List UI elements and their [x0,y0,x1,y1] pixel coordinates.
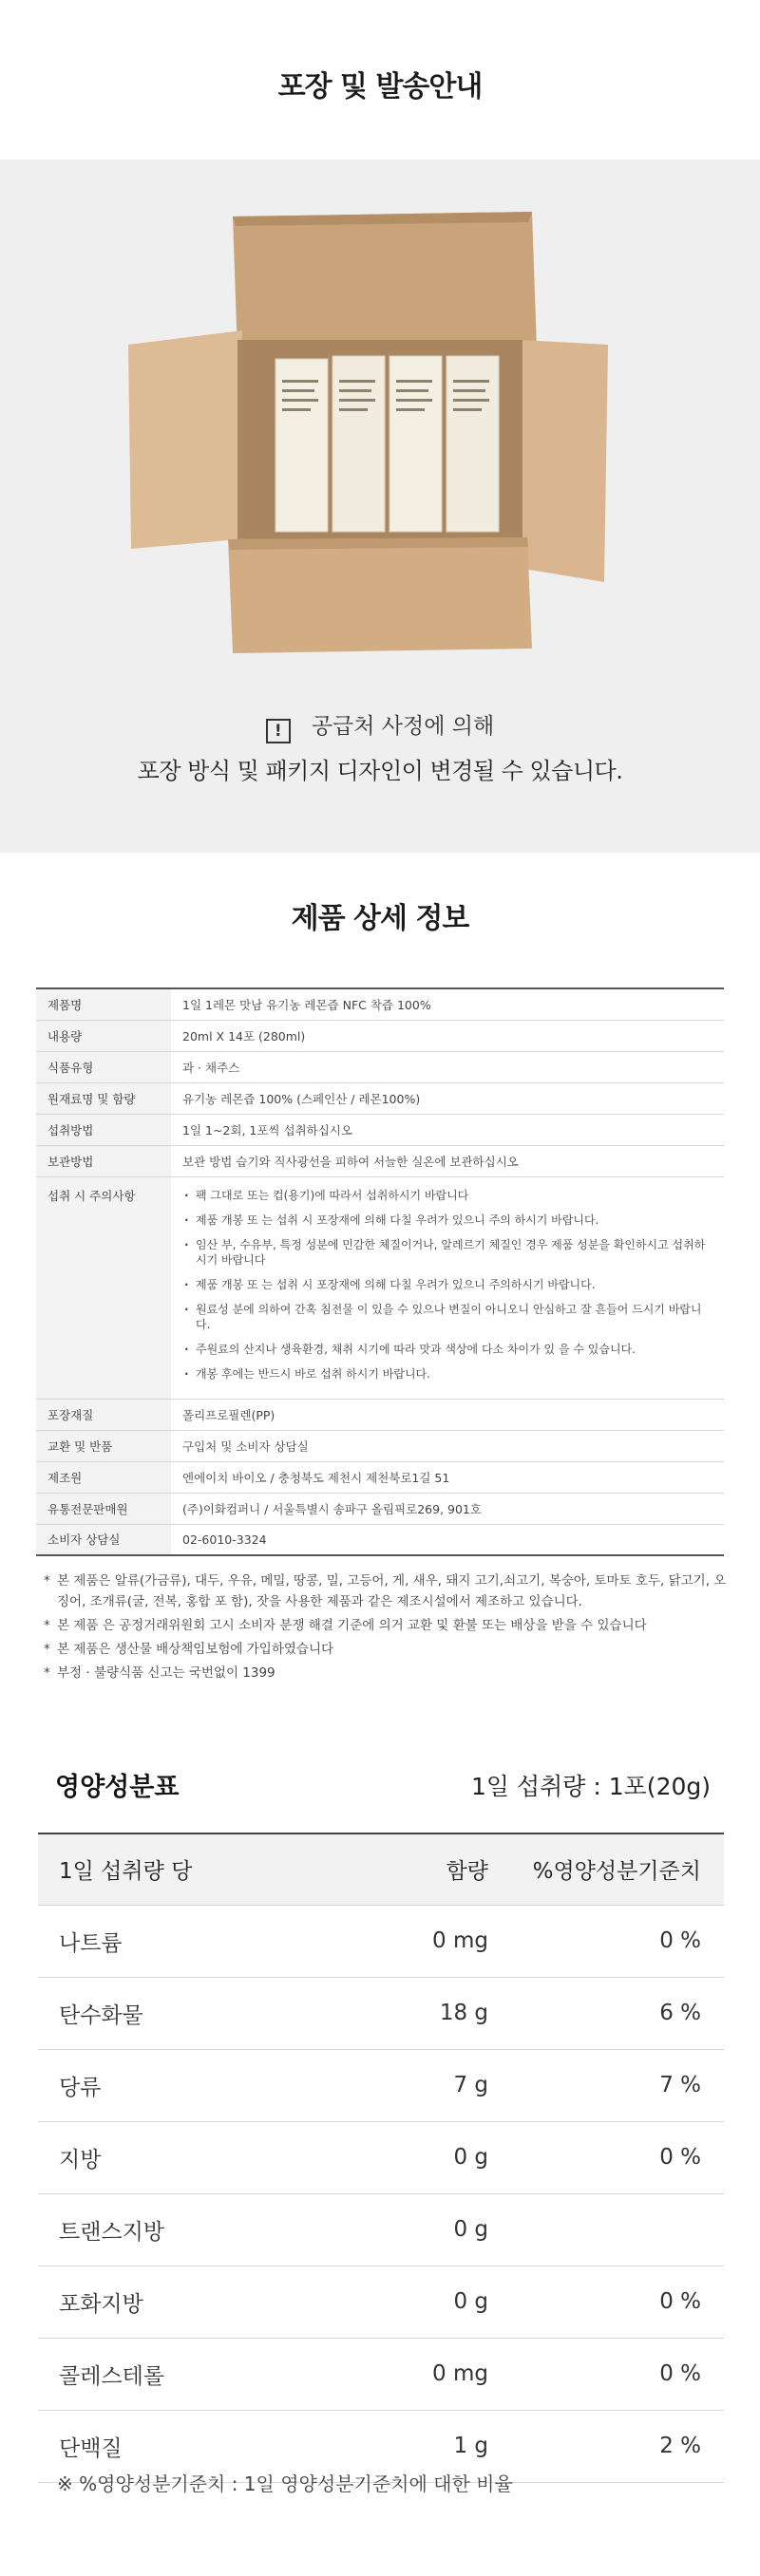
info-value-cautions [171,1176,724,1399]
info-value: 과 · 채주스 [171,1051,724,1082]
nutrition-header-row [38,1833,724,1905]
caution-item: · 주원료의 산지나 생육환경, 채취 시기에 따라 맛과 색상에 다소 차이가 있 을 수 있습니다. [182,1342,712,1357]
info-row [36,1145,724,1176]
nutrient-name: 콜레스테롤 [38,2338,352,2410]
nutrient-name: 탄수화물 [38,1977,352,2049]
nutrition-row [38,2266,724,2338]
notice-line-2: 포장 방식 및 패키지 디자인이 변경될 수 있습니다. [137,758,623,784]
nutrition-serving: 1일 섭취량 : 1포(20g) [470,1773,711,1800]
nutrition-header [55,1766,711,1804]
nutrient-name: 단백질 [38,2410,352,2482]
caution-list [182,1177,712,1399]
nutrient-percent: 2 % [494,2410,724,2482]
nutrient-percent: 0 % [494,2121,724,2193]
nutrient-amount: 0 mg [352,1905,494,1977]
nutrient-percent: 7 % [494,2049,724,2121]
nutrient-percent: 0 % [494,2266,724,2338]
info-value: (주)이화컴퍼니 / 서울특별시 송파구 올림픽로269, 901호 [171,1493,724,1524]
nutrition-note: ※ %영양성분기준치 : 1일 영양성분기준치에 대한 비율 [57,2473,513,2495]
notice-text-1: 공급처 사정에 의해 [311,714,495,739]
info-label: 내용량 [36,1020,171,1051]
nutrient-percent: 6 % [494,1977,724,2049]
info-label: 식품유형 [36,1051,171,1082]
info-label: 제조원 [36,1461,171,1493]
info-row [36,1051,724,1082]
footnote: * 부정 · 불량식품 신고는 국번없이 1399 [44,1663,728,1683]
info-row [36,1399,724,1430]
shipping-title: 포장 및 발송안내 [277,70,483,103]
info-value: 1일 1레몬 맛남 유기농 레몬즙 NFC 착즙 100% [171,988,724,1020]
nutrition-title: 영양성분표 [55,1773,180,1802]
caution-item: · 원료성 분에 의하여 간혹 침전물 이 있을 수 있으나 변질이 아니오니 안심하고 잘 흔들어 드시기 바랍니다. [182,1302,712,1332]
info-row [36,1461,724,1493]
nutrient-percent [494,2193,724,2266]
info-label: 원재료명 및 함량 [36,1082,171,1114]
info-value: 1일 1~2회, 1포씩 섭취하십시오 [171,1114,724,1145]
detail-title: 제품 상세 정보 [291,902,469,935]
nutrient-amount: 1 g [352,2410,494,2482]
info-value: 엔에이치 바이오 / 충청북도 제천시 제천북로1길 51 [171,1461,724,1493]
info-label: 포장재질 [36,1399,171,1430]
nutrition-row [38,2193,724,2266]
product-info-table [36,987,724,1556]
nutrient-percent: 0 % [494,1905,724,1977]
info-row [36,1114,724,1145]
footnotes [44,1570,728,1683]
open-box-illustration [0,160,760,853]
info-row [36,1020,724,1051]
col-header-percent: %영양성분기준치 [494,1833,724,1905]
nutrition-row [38,1905,724,1977]
nutrient-amount: 0 g [352,2266,494,2338]
caution-item: · 임산 부, 수유부, 특정 성분에 민감한 체질이거나, 알레르기 체질인 경우 제품 성분을 확인하시고 섭취하시기 바랍니다 [182,1237,712,1268]
col-header-amount: 함량 [352,1833,494,1905]
nutrition-row [38,1977,724,2049]
info-label: 유통전문판매원 [36,1493,171,1524]
nutrition-table [38,1833,724,2483]
nutrient-amount: 0 g [352,2193,494,2266]
nutrient-amount: 0 g [352,2121,494,2193]
info-value: 구입처 및 소비자 상담실 [171,1430,724,1461]
nutrient-amount: 18 g [352,1977,494,2049]
nutrient-name: 나트륨 [38,1905,352,1977]
nutrient-name: 포화지방 [38,2266,352,2338]
info-label: 소비자 상담실 [36,1524,171,1555]
info-row [36,1493,724,1524]
nutrition-row [38,2049,724,2121]
caution-item: · 제품 개봉 또 는 섭취 시 포장재에 의해 다칠 우려가 있으니 주의하시기 바랍니다. [182,1277,712,1292]
info-value: 폴리프로필렌(PP) [171,1399,724,1430]
nutrient-amount: 7 g [352,2049,494,2121]
caution-item: · 제품 개봉 또 는 섭취 시 포장재에 의해 다칠 우려가 있으니 주의 하시기 바랍니다. [182,1213,712,1228]
nutrient-name: 트랜스지방 [38,2193,352,2266]
nutrition-row [38,2121,724,2193]
caution-item: · 개봉 후에는 반드시 바로 섭취 하시기 바랍니다. [182,1366,712,1382]
info-row [36,1524,724,1555]
info-value: 보관 방법 습기와 직사광선을 피하여 서늘한 실온에 보관하십시오 [171,1145,724,1176]
info-row [36,988,724,1020]
info-row [36,1430,724,1461]
notice-line-1 [0,708,760,743]
footnote: * 본 제품은 생산물 배상책임보험에 가입하였습니다 [44,1639,728,1660]
nutrient-name: 지방 [38,2121,352,2193]
info-value: 02-6010-3324 [171,1524,724,1555]
warning-icon: ! [266,719,291,743]
nutrition-row [38,2338,724,2410]
info-row-cautions [36,1176,724,1399]
info-row [36,1082,724,1114]
info-label: 섭취 시 주의사항 [36,1176,171,1399]
info-label: 보관방법 [36,1145,171,1176]
info-label: 섭취방법 [36,1114,171,1145]
caution-item: · 팩 그대로 또는 컵(용기)에 따라서 섭취하시기 바랍니다 [182,1188,712,1203]
nutrient-amount: 0 mg [352,2338,494,2410]
info-label: 제품명 [36,988,171,1020]
info-value: 20ml X 14포 (280ml) [171,1020,724,1051]
nutrient-percent: 0 % [494,2338,724,2410]
nutrient-name: 당류 [38,2049,352,2121]
info-value: 유기농 레몬즙 100% (스페인산 / 레몬100%) [171,1082,724,1114]
footnote: * 본 제품 은 공정거래위원회 고시 소비자 분쟁 해결 기준에 의거 교환 및 환불 또는 배상을 받을 수 있습니다 [44,1615,728,1636]
packaging-photo [0,160,760,853]
info-label: 교환 및 반품 [36,1430,171,1461]
footnote: * 본 제품은 알류(가금류), 대두, 우유, 메밀, 땅콩, 밀, 고등어, 게, 새우, 돼지 고기,쇠고기, 복숭아, 토마토 호두, 닭고기, 오징어, 조개류(굴, 전복, 홍합 포 함), 잣을 사용한 제품과 같은 제조시설에서 제조하고 있습니다. [44,1570,728,1612]
col-header-serving: 1일 섭취량 당 [38,1833,352,1905]
